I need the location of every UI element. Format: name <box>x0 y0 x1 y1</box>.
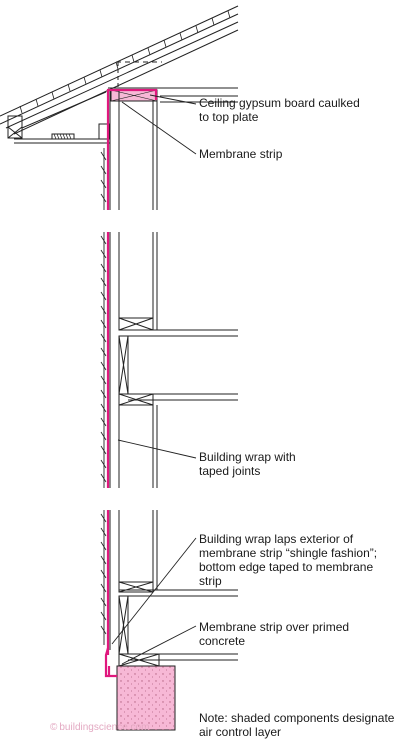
mid-floor <box>119 318 238 405</box>
label-building-wrap-laps <box>199 532 377 588</box>
label-line: strip <box>199 574 222 588</box>
foundation <box>117 666 175 730</box>
label-building-wrap <box>199 450 296 478</box>
label-line: taped joints <box>199 464 261 478</box>
note-line: Note: shaded components designate <box>199 711 395 725</box>
note-line: air control layer <box>199 725 282 739</box>
label-line: to top plate <box>199 110 259 124</box>
note-text <box>199 711 394 739</box>
label-membrane-strip <box>199 147 282 161</box>
label-line: Building wrap with <box>199 450 296 464</box>
label-line: Membrane strip <box>199 147 283 161</box>
top-plate <box>111 90 157 101</box>
label-ceiling-gypsum <box>199 96 360 124</box>
label-line: bottom edge taped to membrane <box>199 560 374 574</box>
leader-lines <box>112 95 196 664</box>
credit-watermark <box>50 722 149 733</box>
credit-text: buildingscience.com <box>59 722 150 733</box>
wall-studs <box>110 90 157 650</box>
label-membrane-over-concrete <box>199 620 349 648</box>
label-line: Membrane strip over primed <box>199 620 350 634</box>
siding <box>101 148 106 645</box>
copyright-symbol: © <box>50 722 58 733</box>
label-line: membrane strip “shingle fashion”; <box>199 546 378 560</box>
label-line: Building wrap laps exterior of <box>199 532 354 546</box>
label-line: concrete <box>199 634 246 648</box>
label-line: Ceiling gypsum board caulked <box>199 96 360 110</box>
